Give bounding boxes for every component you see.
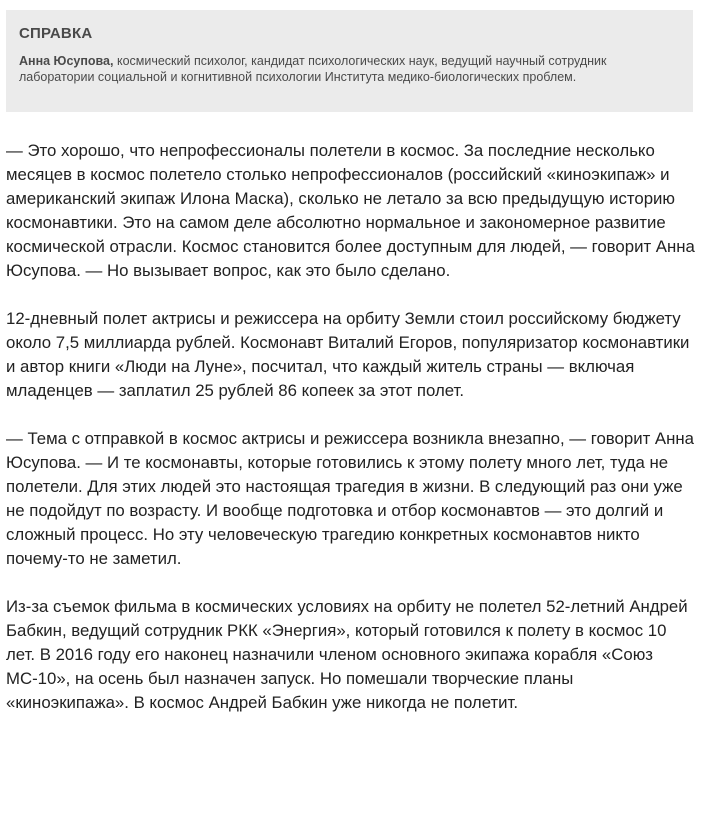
info-box-description: космический психолог, кандидат психологических наук, ведущий научный сотрудник лаборатории социальной и когнитивной психологии Института медико-биологических проблем. <box>19 54 607 84</box>
article-paragraph: Из-за съемок фильма в космических условиях на орбиту не полетел 52-летний Андрей Бабкин, ведущий сотрудник РКК «Энергия», который готовился к полету в космос 10 лет. В 2016 году его наконец назначили членом основного экипажа корабля «Союз МС-10», на осень был назначен запуск. Но помешали творческие планы «киноэкипажа». В космос Андрей Бабкин уже никогда не полетит. <box>6 597 688 712</box>
info-box <box>6 10 693 112</box>
article-paragraph: — Тема с отправкой в космос актрисы и режиссера возникла внезапно, — говорит Анна Юсупова. — И те космонавты, которые готовились к этому полету много лет, туда не полетели. Для этих людей это настоящая трагедия в жизни. В следующий раз они уже не подойдут по возрасту. И вообще подготовка и отбор космонавтов — это долгий и сложный процесс. Но эту человеческую трагедию конкретных космонавтов никто почему-то не заметил. <box>6 429 694 568</box>
article-paragraph: — Это хорошо, что непрофессионалы полетели в космос. За последние несколько месяцев в космос полетело столько непрофессионалов (российский «киноэкипаж» и американский экипаж Илона Маска), сколько не летало за всю предыдущую историю космонавтики. Это на самом деле абсолютно нормальное и закономерное развитие космической отрасли. Космос становится более доступным для людей, — говорит Анна Юсупова. — Но вызывает вопрос, как это было сделано. <box>6 141 695 280</box>
info-box-text <box>19 53 681 85</box>
info-box-person-name: Анна Юсупова, <box>19 54 114 68</box>
info-box-heading: СПРАВКА <box>19 25 93 42</box>
article-paragraph: 12-дневный полет актрисы и режиссера на орбиту Земли стоил российскому бюджету около 7,5 миллиарда рублей. Космонавт Виталий Егоров, популяризатор космонавтики и автор книги «Люди на Луне», посчитал, что каждый житель страны — включая младенцев — заплатил 25 рублей 86 копеек за этот полет. <box>6 309 690 400</box>
article-body <box>6 139 696 715</box>
